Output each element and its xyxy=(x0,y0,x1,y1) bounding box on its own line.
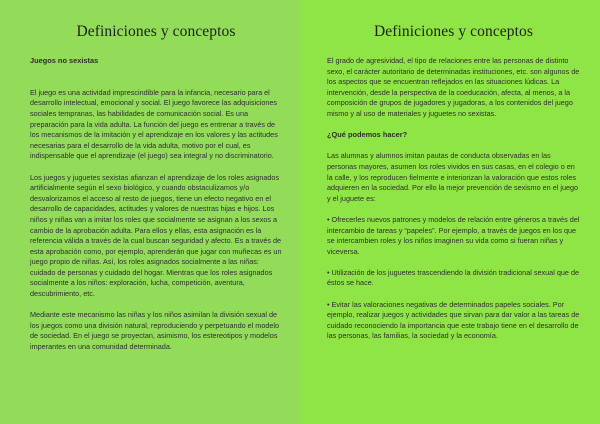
paragraph: El juego es una actividad imprescindible para la infancia, necesario para el desarrollo intelectual, emocional y social. El juego favorece las adquisiciones sociales tempranas, las habilidades de comunicación social. Es una preparación para la vida adulta. La función del juego es entrenar a través de los mecanismos de la imitación y el aprendizaje en los valores y las actitudes necesarias para el desarrollo de la vida adulta, motivo por el cual, es indispensable que el aprendizaje (el juego) sea integral y no discriminatorio. xyxy=(30,87,278,161)
paragraph: Los juegos y juguetes sexistas afianzan el aprendizaje de los roles asignados artificialmente según el sexo biológico, y cuando obstaculizamos y/o desvalorizamos el acceso al resto de juegos, tiene un efecto negativo en el desarrollo de capacidades, actitudes y valores de nuestras hijas e hijos. Los niños y niñas van a imitar los roles que socialmente se asignan a los sexos a cambio de la aprobación adulta. Para ellos y ellas, esta asignación es la referencia válida a través de la cual buscan seguridad y afecto. Es a través de esta aprobación como, por ejemplo, aprenderán que jugar con muñecas es un juego propio de niñas. Así, los roles asignados socialmente a las niñas: cuidado de personas y cuidado del hogar. Mientras que los roles asignados socialmente a los niños: exploración, lucha, competición, aventura, descubrimiento, etc. xyxy=(30,172,282,299)
spacer xyxy=(30,77,282,88)
bullet-item: • Ofrecerles nuevos patrones y modelos de relación entre géneros a través del intercambio de tareas y “papeles”. Por ejemplo, a través de juegos en los que se intercambien roles y los niños imaginen su vida como si fueran niñas y viceversa. xyxy=(327,214,580,256)
section-heading: Juegos no sexistas xyxy=(30,56,99,65)
paragraph: El grado de agresividad, el tipo de relaciones entre las personas de distinto sexo, el carácter autoritario de determinadas instituciones, etc. son algunos de los aspectos que se encuentran reflejados en las situaciones lúdicas. La intervención, desde la perspectiva de la coeducación, afecta, al menos, a la composición de grupos de jugadores y jugadoras, a los contenidos del juego mismo y al uso de materiales y juguetes no sexistas. xyxy=(327,56,580,118)
bullet-item: • Utilización de los juguetes trascendiendo la división tradicional sexual que de éstos se hace. xyxy=(327,267,580,288)
paragraph: Las alumnas y alumnos imitan pautas de conducta observadas en las personas mayores, asumen los roles vividos en sus casas, en el colegio o en la calle, y los reproducen fielmente e interiorizan la valoración que estos roles adquieren en la sociedad. Por ello la mejor prevención de sexismo en el juego y el juguete es: xyxy=(327,151,579,203)
page-title: Definiciones y conceptos xyxy=(76,23,236,40)
page-title: Definiciones y conceptos xyxy=(373,23,534,40)
question-heading: ¿Qué podemos hacer? xyxy=(327,130,408,140)
left-page-content xyxy=(30,56,282,353)
paragraph: Mediante este mecanismo las niñas y los niños asimilan la división sexual de los juegos como una división natural, reproduciendo y perpetuando el modelo de sociedad. En el juego se proyectan, asimismo, los estereotipos y modelos imperantes en una comunidad determinada. xyxy=(30,310,280,352)
right-page xyxy=(300,0,600,424)
bullet-item: • Evitar las valoraciones negativas de determinados papeles sociales. Por ejemplo, realizar juegos y actividades que sirvan para dar valor a las tareas de cuidado reconociendo la importancia que este trabajo tiene en el desarrollo de las personas, las familias, la sociedad y la economía. xyxy=(327,299,580,341)
right-page-content xyxy=(327,56,580,342)
